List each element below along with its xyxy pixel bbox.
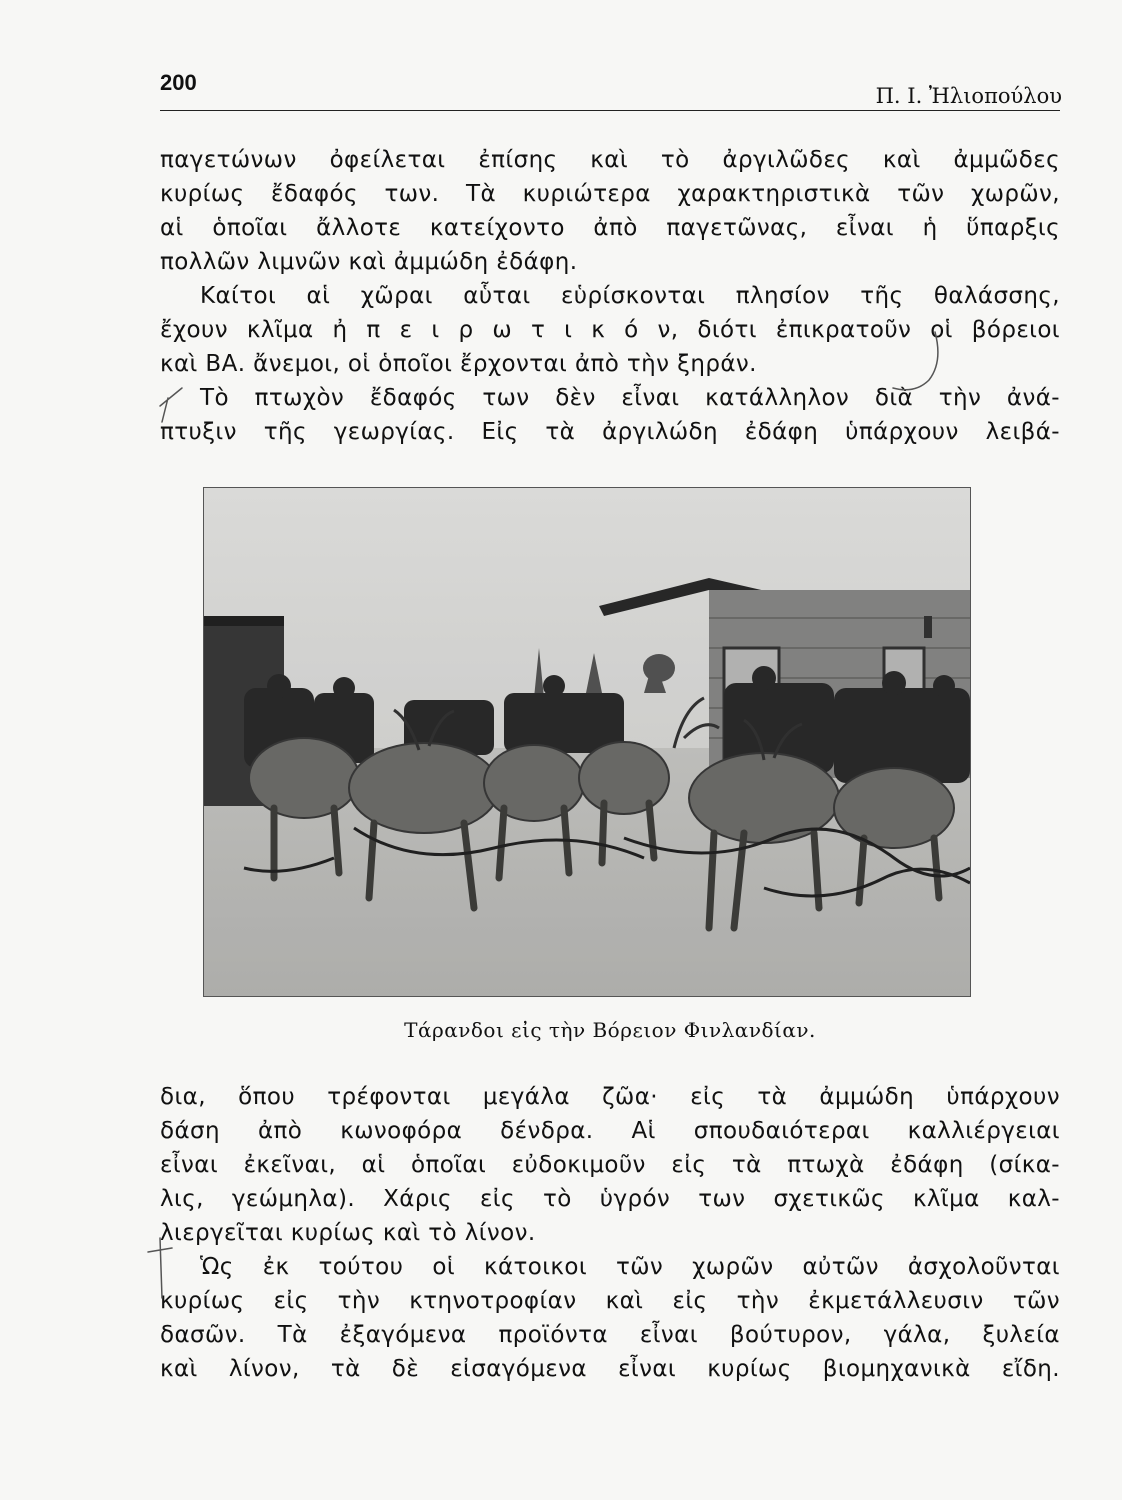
paragraph-1 — [160, 143, 1060, 279]
page-number: 200 — [160, 70, 197, 95]
text-line: εἶναι ἐκεῖναι, αἱ ὁποῖαι εὐδοκιμοῦν εἰς τὰ πτωχὰ ἐδάφη (σίκα- — [160, 1152, 1060, 1178]
paragraph-5 — [160, 1250, 1060, 1386]
figure-caption: Τάρανδοι εἰς τὴν Βόρειον Φινλανδίαν. — [404, 1018, 816, 1042]
text-line: καὶ ΒΑ. ἄνεμοι, οἱ ὁποῖοι ἔρχονται ἀπὸ τὴν ξηράν. — [160, 351, 757, 377]
text-line: λις, γεώμηλα). Χάρις εἰς τὸ ὑγρόν των σχετικῶς κλῖμα καλ- — [160, 1186, 1060, 1212]
text-line: πολλῶν λιμνῶν καὶ ἀμμώδη ἐδάφη. — [160, 249, 578, 275]
paragraph-2 — [160, 279, 1060, 381]
text-line: κυρίως ἔδαφός των. Τὰ κυριώτερα χαρακτηριστικὰ τῶν χωρῶν, — [160, 181, 1060, 207]
text-line: Καίτοι αἱ χῶραι αὗται εὑρίσκονται πλησίον τῆς θαλάσσης, — [200, 283, 1060, 309]
text-line: Ὡς ἐκ τούτου οἱ κάτοικοι τῶν χωρῶν αὐτῶν ἀσχολοῦνται — [200, 1254, 1060, 1280]
text-line: δάση ἀπὸ κωνοφόρα δένδρα. Αἱ σπουδαιότεραι καλλιέργειαι — [160, 1118, 1060, 1144]
header-rule — [160, 110, 1060, 111]
reindeer-photo-illustration — [204, 488, 970, 996]
text-line: Τὸ πτωχὸν ἔδαφός των δὲν εἶναι κατάλληλον διὰ τὴν ἀνά- — [200, 385, 1060, 411]
text-line: αἱ ὁποῖαι ἄλλοτε κατείχοντο ἀπὸ παγετῶνας, εἶναι ἡ ὕπαρξις — [160, 215, 1060, 241]
text-line: πτυξιν τῆς γεωργίας. Εἰς τὰ ἀργιλώδη ἐδάφη ὑπάρχουν λειβά- — [160, 419, 1060, 445]
text-line: δια, ὅπου τρέφονται μεγάλα ζῶα· εἰς τὰ ἀμμώδη ὑπάρχουν — [160, 1084, 1060, 1110]
text-line: λιεργεῖται κυρίως καὶ τὸ λίνον. — [160, 1220, 536, 1246]
paragraph-4 — [160, 1080, 1060, 1250]
text-line: καὶ λίνον, τὰ δὲ εἰσαγόμενα εἶναι κυρίως βιομηχανικὰ εἴδη. — [160, 1356, 1060, 1382]
text-line: δασῶν. Τὰ ἐξαγόμενα προϊόντα εἶναι βούτυρον, γάλα, ξυλεία — [160, 1322, 1060, 1348]
reindeer-photo — [203, 487, 971, 997]
text-line: ἔχουν κλῖμα ἠ π ε ι ρ ω τ ι κ ό ν, διότι ἐπικρατοῦν οἱ βόρειοι — [160, 317, 1060, 343]
paragraph-3 — [160, 381, 1060, 449]
text-line: παγετώνων ὀφείλεται ἐπίσης καὶ τὸ ἀργιλῶδες καὶ ἀμμῶδες — [160, 147, 1060, 173]
running-head: Π. Ι. Ἠλιοπούλου — [875, 84, 1062, 108]
text-line: κυρίως εἰς τὴν κτηνοτροφίαν καὶ εἰς τὴν ἐκμετάλλευσιν τῶν — [160, 1288, 1060, 1314]
